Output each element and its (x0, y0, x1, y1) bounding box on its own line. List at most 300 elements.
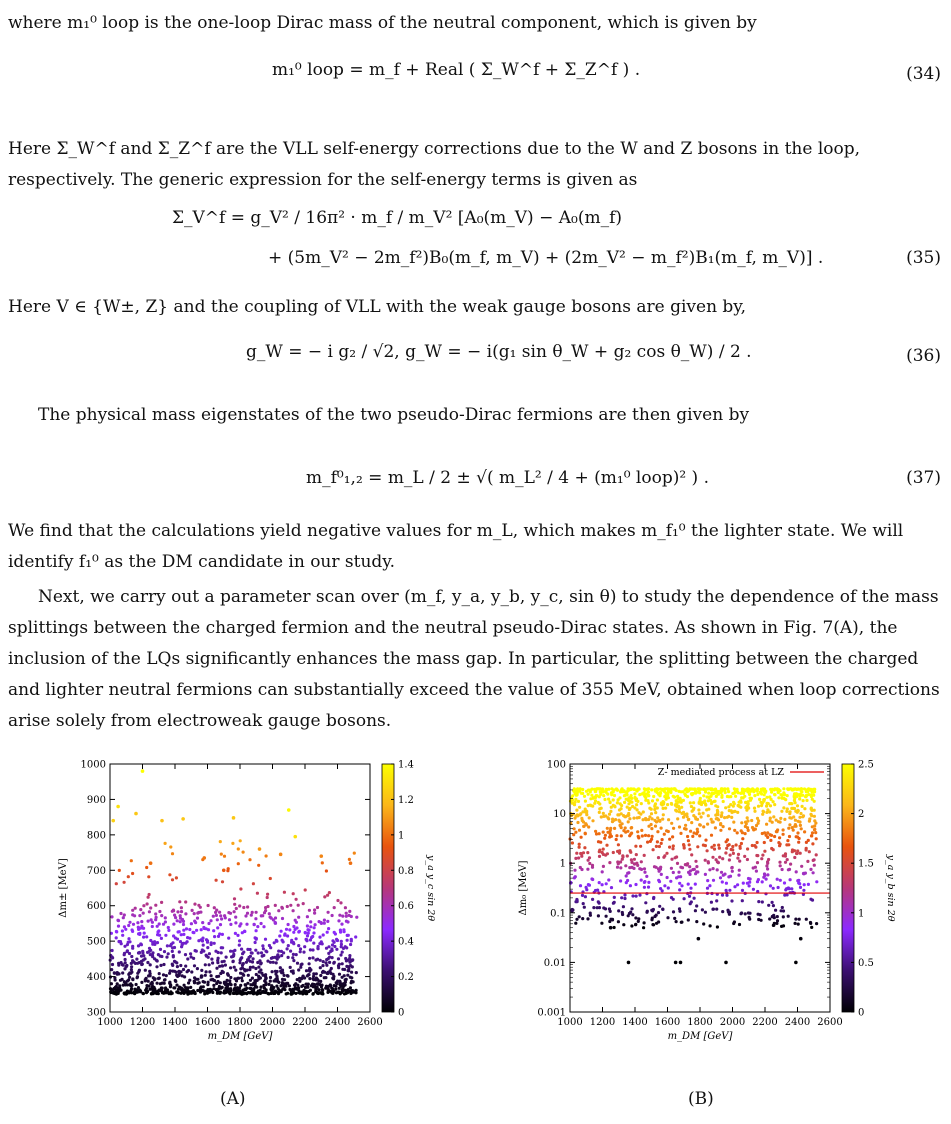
scatter-point-932 (769, 839, 772, 842)
scatter-point-1085 (815, 880, 818, 883)
scatter-point-1270 (291, 956, 294, 959)
scatter-point-1017 (311, 935, 314, 938)
scatter-point-684 (138, 927, 141, 930)
x-tick-label-1: 1200 (589, 1017, 616, 1028)
scatter-point-386 (687, 883, 690, 886)
scatter-point-129 (184, 900, 187, 903)
scatter-point-955 (713, 800, 716, 803)
scatter-point-1166 (346, 920, 349, 923)
scatter-point-771 (575, 852, 578, 855)
scatter-point-941 (179, 992, 182, 995)
scatter-point-806 (741, 889, 744, 892)
scatter-point-496 (622, 923, 625, 926)
scatter-point-627 (323, 922, 326, 925)
scatter-point-1122 (217, 951, 220, 954)
equation-35-line1: Σ_V^f = g_V² / 16π² · m_f / m_V² [A₀(m_V) − A₀(m_f) (172, 208, 622, 228)
scatter-point-514 (294, 928, 297, 931)
x-tick-label-8: 2600 (817, 1017, 843, 1028)
scatter-point-450 (586, 917, 589, 920)
scatter-point-1193 (727, 910, 730, 913)
scatter-point-1093 (145, 991, 148, 994)
scatter-point-1121 (290, 990, 293, 993)
scatter-point-732 (147, 875, 150, 878)
scatter-point-357 (617, 843, 620, 846)
scatter-point-345 (314, 923, 317, 926)
scatter-point-1218 (717, 844, 720, 847)
scatter-point-321 (582, 902, 585, 905)
scatter-point-637 (640, 802, 643, 805)
scatter-point-1143 (164, 916, 167, 919)
scatter-point-713 (264, 950, 267, 953)
scatter-point-269 (677, 871, 680, 874)
scatter-point-1203 (730, 816, 733, 819)
scatter-point-1171 (579, 812, 582, 815)
scatter-point-834 (782, 833, 785, 836)
scatter-point-1219 (237, 862, 240, 865)
scatter-point-1280 (296, 978, 299, 981)
scatter-point-key-15 (222, 868, 226, 872)
scatter-point-1090 (645, 818, 648, 821)
scatter-point-key-3 (134, 812, 138, 816)
scatter-point-1286 (585, 811, 588, 814)
scatter-point-1352 (578, 915, 581, 918)
colorbar-tick-label-0: 0 (398, 1007, 405, 1019)
scatter-point-1352 (297, 944, 300, 947)
scatter-point-1382 (196, 978, 199, 981)
scatter-point-802 (240, 948, 243, 951)
scatter-point-839 (591, 898, 594, 901)
scatter-point-903 (277, 981, 280, 984)
scatter-point-628 (309, 920, 312, 923)
scatter-point-749 (680, 884, 683, 887)
scatter-point-1256 (189, 991, 192, 994)
scatter-point-993 (650, 918, 653, 921)
scatter-point-1177 (331, 943, 334, 946)
scatter-point-630 (337, 957, 340, 960)
scatter-point-301 (688, 843, 691, 846)
scatter-point-1342 (301, 991, 304, 994)
scatter-point-1065 (207, 981, 210, 984)
scatter-point-467 (349, 943, 352, 946)
scatter-point-1391 (113, 992, 116, 995)
scatter-point-861 (323, 971, 326, 974)
equation-34 (0, 50, 951, 110)
scatter-point-910 (240, 976, 243, 979)
scatter-point-147 (737, 874, 740, 877)
scatter-point-438 (229, 950, 232, 953)
scatter-point-416 (750, 819, 753, 822)
scatter-point-1069 (113, 972, 116, 975)
scatter-point-878 (695, 870, 698, 873)
scatter-point-915 (196, 989, 199, 992)
scatter-point-1250 (341, 987, 344, 990)
scatter-point-1375 (173, 946, 176, 949)
scatter-point-1377 (630, 787, 633, 790)
scatter-point-13 (803, 807, 806, 810)
scatter-point-61 (663, 833, 666, 836)
scatter-point-768 (702, 794, 705, 797)
scatter-point-968 (635, 853, 638, 856)
scatter-point-1012 (610, 791, 613, 794)
scatter-point-1330 (810, 926, 813, 929)
scatter-point-904 (763, 787, 766, 790)
scatter-point-21 (709, 924, 712, 927)
scatter-point-1376 (166, 990, 169, 993)
scatter-point-1341 (720, 787, 723, 790)
scatter-point-551 (306, 915, 309, 918)
scatter-point-418 (813, 864, 816, 867)
scatter-point-1262 (138, 932, 141, 935)
scatter-point-1380 (124, 992, 127, 995)
colorbar-tick-label-7: 1.4 (398, 759, 414, 771)
scatter-point-538 (763, 850, 766, 853)
scatter-point-1002 (262, 984, 265, 987)
scatter-point-1124 (638, 867, 641, 870)
scatter-point-315 (600, 922, 603, 925)
scatter-point-1182 (674, 804, 677, 807)
scatter-point-982 (591, 864, 594, 867)
scatter-point-760 (800, 827, 803, 830)
scatter-point-383 (631, 913, 634, 916)
scatter-point-1075 (730, 866, 733, 869)
scatter-point-658 (319, 966, 322, 969)
paragraph-3 (8, 292, 944, 323)
scatter-point-1054 (200, 976, 203, 979)
scatter-point-962 (602, 865, 605, 868)
scatter-point-1015 (279, 966, 282, 969)
scatter-point-401 (311, 956, 314, 959)
scatter-point-1355 (309, 989, 312, 992)
scatter-point-553 (674, 856, 677, 859)
scatter-point-1214 (590, 804, 593, 807)
scatter-point-1080 (217, 935, 220, 938)
scatter-point-1013 (789, 878, 792, 881)
scatter-point-603 (168, 972, 171, 975)
scatter-point-143 (175, 984, 178, 987)
scatter-point-1120 (321, 964, 324, 967)
scatter-point-1079 (624, 831, 627, 834)
scatter-point-901 (333, 941, 336, 944)
scatter-point-1390 (627, 796, 630, 799)
scatter-point-594 (710, 818, 713, 821)
scatter-point-key-1 (674, 961, 678, 965)
scatter-point-1227 (317, 945, 320, 948)
scatter-point-1138 (751, 787, 754, 790)
scatter-point-286 (171, 852, 174, 855)
scatter-point-1380 (716, 810, 719, 813)
scatter-point-240 (124, 958, 127, 961)
scatter-point-664 (184, 912, 187, 915)
scatter-point-779 (312, 931, 315, 934)
scatter-point-1217 (811, 831, 814, 834)
scatter-point-1304 (800, 787, 803, 790)
scatter-point-1071 (796, 793, 799, 796)
scatter-point-1003 (696, 845, 699, 848)
y-tick-label-3: 600 (86, 901, 106, 913)
scatter-point-91 (809, 868, 812, 871)
colorbar-tick-label-5: 1 (398, 830, 405, 842)
scatter-point-335 (275, 961, 278, 964)
scatter-point-67 (742, 882, 745, 885)
scatter-point-1344 (274, 956, 277, 959)
scatter-point-1336 (747, 911, 750, 914)
scatter-point-224 (212, 984, 215, 987)
scatter-point-1332 (281, 978, 284, 981)
scatter-point-857 (229, 966, 232, 969)
scatter-point-219 (720, 794, 723, 797)
scatter-point-869 (128, 971, 131, 974)
scatter-point-294 (758, 798, 761, 801)
colorbar-label: y_a y_c sin 2θ (425, 854, 436, 922)
scatter-point-1040 (341, 976, 344, 979)
scatter-point-1174 (576, 899, 579, 902)
scatter-point-898 (355, 989, 358, 992)
scatter-point-1311 (694, 790, 697, 793)
scatter-point-136 (328, 961, 331, 964)
scatter-point-637 (308, 957, 311, 960)
scatter-point-437 (290, 993, 293, 996)
scatter-point-1395 (197, 911, 200, 914)
scatter-point-852 (339, 953, 342, 956)
scatter-point-941 (811, 825, 814, 828)
scatter-point-1029 (733, 885, 736, 888)
scatter-point-843 (620, 834, 623, 837)
scatter-point-887 (746, 816, 749, 819)
scatter-point-651 (626, 806, 629, 809)
scatter-point-1354 (624, 793, 627, 796)
scatter-point-860 (159, 948, 162, 951)
scatter-point-707 (210, 974, 213, 977)
scatter-point-561 (733, 787, 736, 790)
scatter-point-928 (645, 911, 648, 914)
scatter-point-1139 (315, 977, 318, 980)
scatter-point-1190 (726, 816, 729, 819)
scatter-point-89 (668, 846, 671, 849)
scatter-point-1319 (809, 921, 812, 924)
scatter-point-881 (192, 957, 195, 960)
scatter-point-949 (805, 795, 808, 798)
scatter-point-1205 (239, 957, 242, 960)
scatter-point-1101 (585, 790, 588, 793)
scatter-point-1334 (786, 787, 789, 790)
scatter-point-1096 (635, 895, 638, 898)
scatter-point-1223 (708, 868, 711, 871)
scatter-point-525 (207, 928, 210, 931)
scatter-point-1327 (657, 856, 660, 859)
scatter-point-879 (666, 876, 669, 879)
scatter-point-249 (160, 914, 163, 917)
scatter-point-70 (308, 977, 311, 980)
scatter-point-835 (277, 992, 280, 995)
equation-36-body: g_W = − i g₂ / √2, g_W = − i(g₁ sin θ_W + g₂ cos θ_W) / 2 . (246, 342, 752, 362)
scatter-point-900 (350, 971, 353, 974)
scatter-point-693 (171, 878, 174, 881)
scatter-point-1328 (619, 860, 622, 863)
scatter-point-598 (136, 972, 139, 975)
scatter-point-1257 (326, 972, 329, 975)
scatter-point-737 (205, 938, 208, 941)
scatter-point-310 (689, 830, 692, 833)
scatter-point-1232 (691, 810, 694, 813)
scatter-point-1333 (728, 827, 731, 830)
scatter-point-1362 (598, 906, 601, 909)
scatter-point-264 (255, 911, 258, 914)
scatter-point-1206 (660, 842, 663, 845)
scatter-point-770 (598, 795, 601, 798)
scatter-point-1293 (734, 790, 737, 793)
scatter-point-1023 (169, 992, 172, 995)
scatter-point-773 (591, 819, 594, 822)
scatter-point-598 (602, 794, 605, 797)
scatter-point-1317 (606, 852, 609, 855)
scatter-point-183 (760, 919, 763, 922)
scatter-point-1276 (756, 880, 759, 883)
scatter-point-37 (236, 934, 239, 937)
scatter-point-103 (229, 976, 232, 979)
scatter-point-1316 (149, 939, 152, 942)
scatter-point-19 (615, 838, 618, 841)
scatter-point-80 (770, 798, 773, 801)
scatter-point-1296 (311, 993, 314, 996)
scatter-point-1379 (796, 831, 799, 834)
scatter-point-605 (656, 798, 659, 801)
scatter-point-721 (278, 934, 281, 937)
scatter-point-387 (142, 954, 145, 957)
scatter-point-228 (249, 983, 252, 986)
figure-7b-scatter-plot (490, 752, 896, 1052)
scatter-point-1050 (772, 914, 775, 917)
scatter-point-586 (672, 827, 675, 830)
scatter-point-853 (281, 907, 284, 910)
scatter-point-594 (163, 950, 166, 953)
scatter-point-885 (326, 991, 329, 994)
scatter-point-199 (601, 883, 604, 886)
scatter-point-779 (809, 813, 812, 816)
scatter-point-1056 (794, 825, 797, 828)
scatter-point-1317 (195, 950, 198, 953)
scatter-point-613 (650, 788, 653, 791)
scatter-point-366 (201, 921, 204, 924)
scatter-point-946 (581, 894, 584, 897)
scatter-point-358 (286, 934, 289, 937)
scatter-point-734 (678, 825, 681, 828)
scatter-point-910 (571, 908, 574, 911)
scatter-point-611 (694, 883, 697, 886)
scatter-point-141 (283, 988, 286, 991)
scatter-point-462 (658, 905, 661, 908)
scatter-point-120 (306, 934, 309, 937)
scatter-point-556 (609, 910, 612, 913)
x-tick-label-0: 1000 (557, 1017, 583, 1028)
scatter-point-683 (110, 968, 113, 971)
scatter-point-783 (252, 882, 255, 885)
scatter-point-1189 (579, 884, 582, 887)
colorbar-tick-label-1: 0.2 (398, 972, 414, 984)
scatter-point-1209 (316, 991, 319, 994)
scatter-point-1152 (722, 825, 725, 828)
colorbar (842, 764, 854, 1012)
scatter-point-1173 (216, 918, 219, 921)
scatter-point-key-5 (181, 817, 185, 821)
scatter-point-321 (316, 906, 319, 909)
scatter-point-1090 (292, 942, 295, 945)
scatter-point-1242 (712, 820, 715, 823)
scatter-point-1290 (725, 894, 728, 897)
scatter-point-1013 (320, 921, 323, 924)
scatter-point-546 (231, 960, 234, 963)
scatter-point-1237 (294, 919, 297, 922)
scatter-point-808 (292, 892, 295, 895)
scatter-point-319 (753, 807, 756, 810)
scatter-point-1044 (765, 834, 768, 837)
scatter-point-421 (289, 950, 292, 953)
scatter-point-915 (682, 811, 685, 814)
scatter-point-902 (697, 808, 700, 811)
scatter-point-700 (740, 796, 743, 799)
scatter-point-1340 (148, 950, 151, 953)
scatter-point-1063 (341, 968, 344, 971)
scatter-point-997 (338, 991, 341, 994)
y-axis-label: Δm₀ [MeV] (518, 860, 529, 916)
scatter-point-1142 (295, 937, 298, 940)
scatter-point-122 (782, 806, 785, 809)
scatter-point-554 (728, 889, 731, 892)
scatter-point-83 (740, 842, 743, 845)
scatter-point-202 (213, 935, 216, 938)
scatter-point-1350 (321, 988, 324, 991)
scatter-point-827 (302, 975, 305, 978)
scatter-point-1398 (597, 787, 600, 790)
scatter-point-991 (611, 918, 614, 921)
scatter-point-337 (620, 807, 623, 810)
scatter-point-1088 (730, 811, 733, 814)
scatter-point-1316 (662, 807, 665, 810)
scatter-point-1010 (175, 974, 178, 977)
scatter-point-884 (593, 802, 596, 805)
scatter-point-70 (799, 886, 802, 889)
scatter-point-key-10 (319, 854, 323, 858)
scatter-point-1084 (591, 788, 594, 791)
scatter-point-1044 (355, 916, 358, 919)
scatter-point-668 (187, 981, 190, 984)
scatter-point-1266 (282, 940, 285, 943)
scatter-point-408 (721, 894, 724, 897)
scatter-point-490 (313, 912, 316, 915)
scatter-point-1234 (739, 792, 742, 795)
scatter-point-1119 (586, 868, 589, 871)
scatter-point-109 (670, 867, 673, 870)
scatter-point-1335 (611, 818, 614, 821)
scatter-point-875 (657, 911, 660, 914)
scatter-point-1189 (274, 921, 277, 924)
scatter-point-1347 (776, 787, 779, 790)
scatter-point-1094 (740, 911, 743, 914)
scatter-point-1395 (587, 825, 590, 828)
scatter-point-943 (802, 889, 805, 892)
scatter-point-1164 (712, 879, 715, 882)
scatter-point-1154 (606, 793, 609, 796)
scatter-point-1301 (292, 931, 295, 934)
scatter-point-1006 (766, 873, 769, 876)
scatter-point-1350 (643, 867, 646, 870)
scatter-point-1161 (336, 939, 339, 942)
scatter-point-1180 (621, 854, 624, 857)
scatter-point-934 (814, 831, 817, 834)
scatter-point-1098 (158, 934, 161, 937)
scatter-point-1397 (149, 953, 152, 956)
scatter-point-1378 (602, 906, 605, 909)
scatter-point-487 (269, 976, 272, 979)
